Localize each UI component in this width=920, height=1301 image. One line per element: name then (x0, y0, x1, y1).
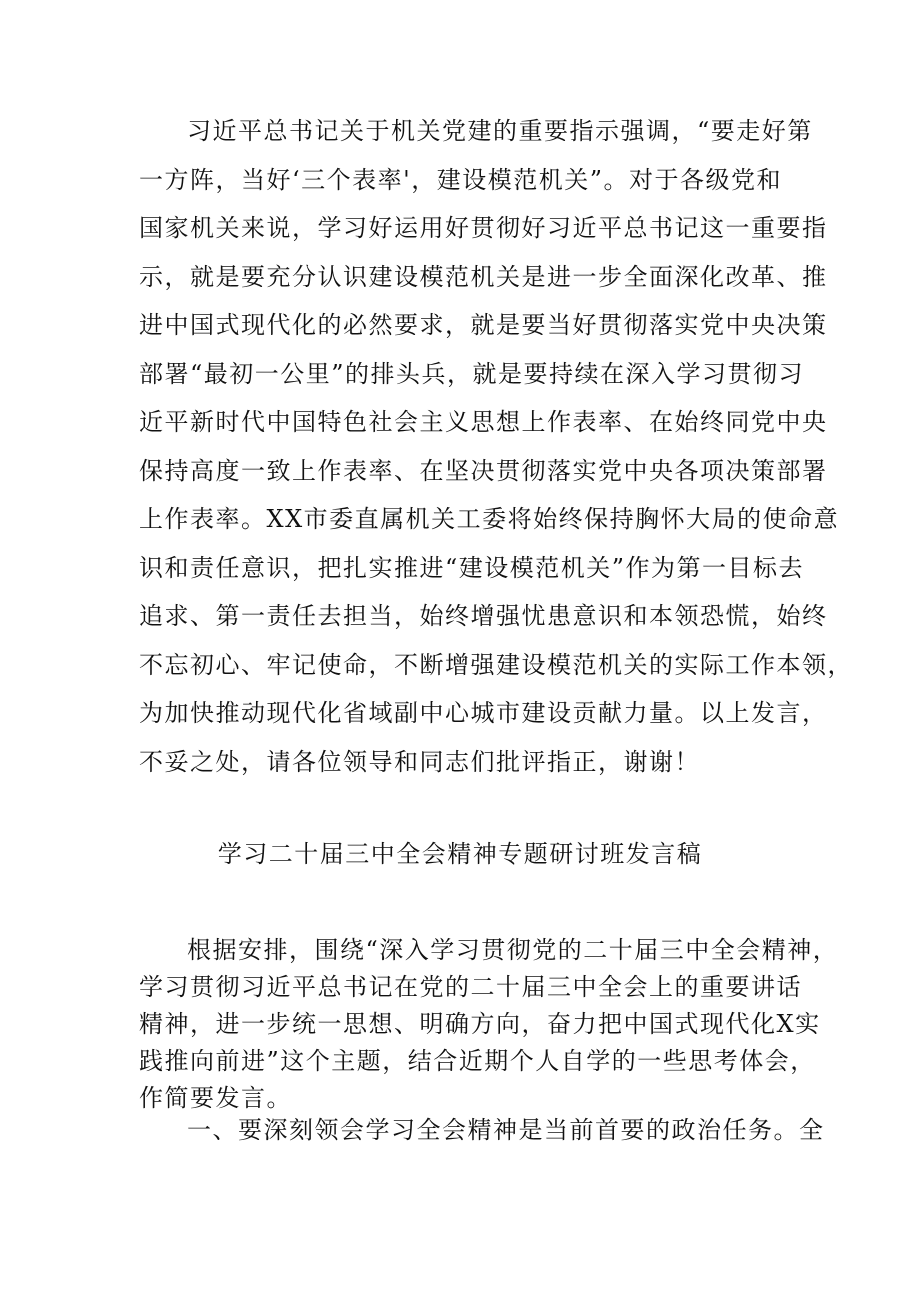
paragraph-line: 根据安排，围绕“深入学习贯彻党的二十届三中全会精神， (187, 936, 839, 964)
closing-paragraph (139, 107, 853, 786)
paragraph-line: 近平新时代中国特色社会主义思想上作表率、在始终同党中央 (139, 408, 828, 436)
section-heading-line: 一、要深刻领会学习全会精神是当前首要的政治任务。全 (187, 1116, 825, 1144)
intro-paragraph (139, 932, 839, 1117)
paragraph-line: 上作表率。XX市委直属机关工委将始终保持胸怀大局的使命意 (139, 505, 840, 533)
paragraph-line: 保持高度一致上作表率、在坚决贯彻落实党中央各项决策部署 (139, 456, 828, 485)
document-title: 学习二十届三中全会精神专题研讨班发言稿 (217, 840, 703, 868)
paragraph-line: 不忘初心、牢记使命，不断增强建设模范机关的实际工作本领， (139, 650, 853, 679)
paragraph-line: 学习贯彻习近平总书记在党的二十届三中全会上的重要讲话 (139, 973, 802, 1001)
paragraph-line: 一方阵，当好‘三个表率'，建设模范机关”。对于各级党和 (139, 165, 782, 194)
paragraph-line: 不妥之处，请各位领导和同志们批评指正，谢谢！ (139, 747, 700, 776)
paragraph-line: 作简要发言。 (139, 1084, 292, 1112)
paragraph-line: 精神，进一步统一思想、明确方向，奋力把中国式现代化X实 (139, 1010, 821, 1038)
paragraph-line: 国家机关来说，学习好运用好贯彻好习近平总书记这一重要指 (139, 214, 828, 242)
paragraph-line: 为加快推动现代化省域副中心城市建设贡献力量。以上发言， (139, 699, 828, 727)
paragraph-line: 习近平总书记关于机关党建的重要指示强调，“要走好第 (187, 117, 813, 145)
paragraph-line: 追求、第一责任去担当，始终增强忧患意识和本领恐慌，始终 (139, 602, 828, 630)
paragraph-line: 部署“最初一公里”的排头兵，就是要持续在深入学习贯彻习 (139, 359, 805, 388)
paragraph-line: 示，就是要充分认识建设模范机关是进一步全面深化改革、推 (139, 262, 828, 291)
paragraph-line: 进中国式现代化的必然要求，就是要当好贯彻落实党中央决策 (139, 311, 828, 339)
paragraph-line: 践推向前进”这个主题，结合近期个人自学的一些思考体会， (139, 1047, 816, 1075)
paragraph-line: 识和责任意识，把扎实推进“建设模范机关”作为第一目标去 (139, 553, 805, 582)
